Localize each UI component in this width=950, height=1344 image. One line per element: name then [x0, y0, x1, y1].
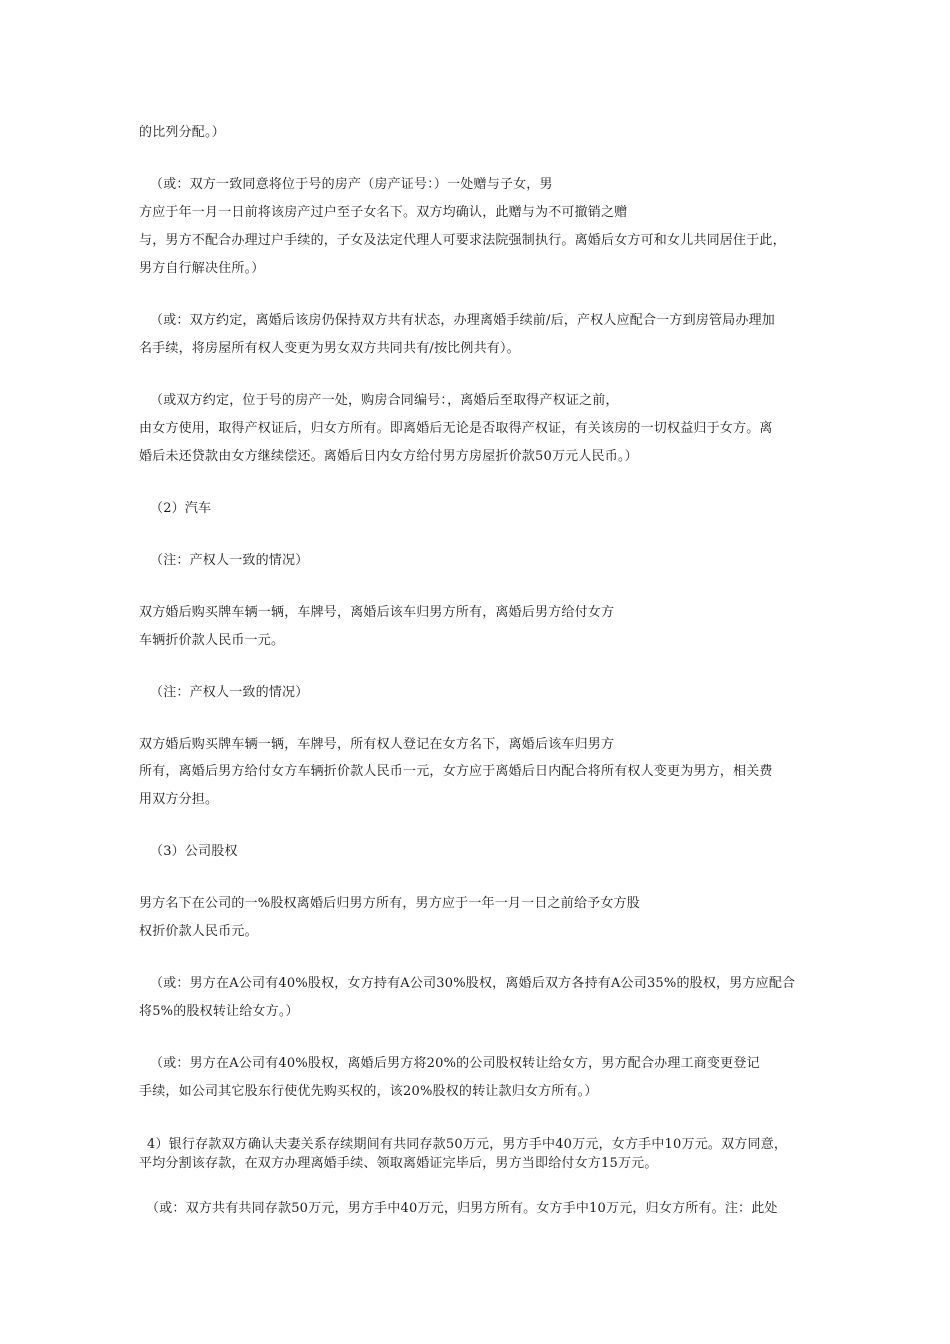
text-line: 所有，离婚后男方给付女方车辆折价款人民币一元，女方应于离婚后日内配合将所有权人变更为男方，相关费 — [139, 764, 773, 779]
text-line: 名手续，将房屋所有权人变更为男女双方共同共有/按比例共有）。 — [139, 341, 520, 356]
text-line: （或双方约定，位于号的房产一处，购房合同编号：，离婚后至取得产权证之前， — [150, 393, 619, 408]
text-line: （或：男方在A公司有40%股权，女方持有A公司30%股权，离婚后双方各持有A公司35%的股权，男方应配合 — [150, 976, 796, 991]
text-line: （注：产权人一致的情况） — [150, 685, 309, 700]
text-line: 权折价款人民币元。 — [139, 924, 258, 939]
text-line: 的比列分配。） — [139, 125, 225, 140]
text-line: 用双方分担。 — [139, 792, 219, 807]
text-line: 男方自行解决住所。） — [139, 261, 265, 276]
text-line: 与，男方不配合办理过户手续的，子女及法定代理人可要求法院强制执行。离婚后女方可和女儿共同居住于此， — [139, 233, 786, 248]
section-heading: （2）汽车 — [150, 501, 212, 516]
text-line: 将5%的股权转让给女方。） — [139, 1004, 299, 1019]
text-line: （或：双方约定，离婚后该房仍保持双方共有状态，办理离婚手续前/后，产权人应配合一方到房管局办理加 — [150, 313, 775, 328]
text-line: （或：男方在A公司有40%股权，离婚后男方将20%的公司股权转让给女方，男方配合办理工商变更登记 — [150, 1056, 760, 1071]
text-line: 双方婚后购买牌车辆一辆，车牌号，所有权人登记在女方名下，离婚后该车归男方 — [139, 737, 615, 752]
text-line: 手续，如公司其它股东行使优先购买权的，该20%股权的转让款归女方所有。） — [139, 1084, 598, 1099]
text-line: 由女方使用，取得产权证后，归女方所有。即离婚后无论是否取得产权证，有关该房的一切权益归于女方。离 — [139, 421, 773, 436]
text-line: 方应于年一月一日前将该房产过户至子女名下。双方均确认，此赠与为不可撤销之赠 — [139, 205, 628, 220]
text-line: （注：产权人一致的情况） — [150, 553, 309, 568]
text-line: 男方名下在公司的一%股权离婚后归男方所有，男方应于一年一月一日之前给予女方股 — [139, 896, 640, 911]
text-line: 双方婚后购买牌车辆一辆，车牌号，离婚后该车归男方所有，离婚后男方给付女方 — [139, 605, 615, 620]
section-heading: （3）公司股权 — [150, 844, 238, 859]
text-line: 车辆折价款人民币一元。 — [139, 633, 285, 648]
text-line: （或：双方共有共同存款50万元，男方手中40万元，归男方所有。女方手中10万元，归女方所有。注：此处 — [146, 1201, 778, 1216]
text-line: 平均分割该存款，在双方办理离婚手续、领取离婚证完毕后，男方当即给付女方15万元。 — [139, 1156, 658, 1171]
text-line: （或：双方一致同意将位于号的房产（房产证号：）一处赠与子女，男 — [150, 177, 553, 192]
section-heading: 4）银行存款双方确认夫妻关系存续期间有共同存款50万元，男方手中40万元，女方手中10万元。双方同意， — [147, 1137, 788, 1152]
text-line: 婚后未还贷款由女方继续偿还。离婚后日内女方给付男方房屋折价款50万元人民币。） — [139, 449, 638, 464]
